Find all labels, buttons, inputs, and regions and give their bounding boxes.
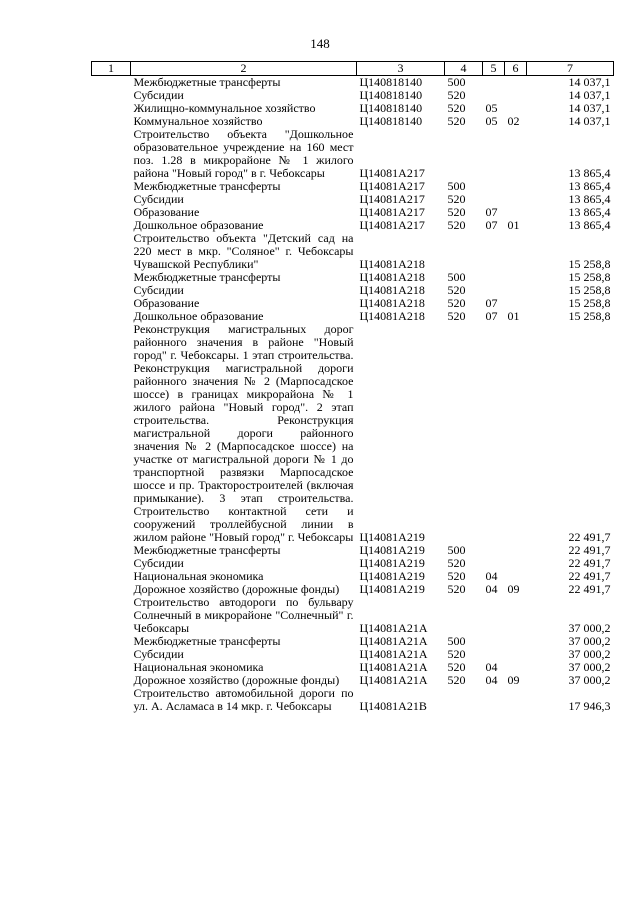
- section-cell: [483, 544, 505, 557]
- section-cell: 05: [485, 114, 498, 128]
- amount-cell: 14 037,1: [568, 75, 611, 89]
- subsection-cell: 09: [507, 582, 520, 596]
- item-name-cell: Межбюджетные трансферты: [133, 75, 281, 89]
- amount-cell: 15 258,8: [568, 283, 611, 297]
- amount-cell: 13 865,4: [568, 218, 611, 232]
- row-index-cell: [92, 661, 131, 674]
- target-code-cell: Ц14081А218: [359, 296, 425, 310]
- expense-type-cell: 520: [447, 309, 466, 323]
- item-name-cell: Коммунальное хозяйство: [133, 114, 263, 128]
- target-code-cell: Ц14081А219: [359, 569, 425, 583]
- table-row: [92, 687, 614, 713]
- expense-type-cell: 500: [447, 75, 466, 89]
- section-cell: 07: [485, 309, 498, 323]
- target-code-cell: Ц140818140: [359, 101, 423, 115]
- target-code-cell: Ц14081А21А: [359, 647, 428, 661]
- item-name-cell: Межбюджетные трансферты: [133, 543, 281, 557]
- table-row: [92, 323, 614, 544]
- amount-cell: 14 037,1: [568, 88, 611, 102]
- row-index-cell: [92, 648, 131, 661]
- table-row: [92, 232, 614, 271]
- row-index-cell: [92, 232, 131, 271]
- budget-table: [91, 61, 614, 713]
- target-code-cell: Ц14081А219: [359, 530, 425, 544]
- section-cell: 07: [485, 205, 498, 219]
- subsection-cell: [505, 323, 527, 544]
- item-name-cell: Межбюджетные трансферты: [133, 270, 281, 284]
- subsection-cell: [505, 687, 527, 713]
- amount-cell: 37 000,2: [568, 634, 611, 648]
- target-code-cell: Ц14081А21А: [359, 621, 428, 635]
- subsection-cell: [505, 89, 527, 102]
- item-name-cell: Строительство объекта "Дошкольное образовательное учреждение на 160 мест поз. 1.28 в микрорайоне № 1 жилого района "Новый город" в г. Чебоксары: [133, 127, 354, 180]
- expense-type-cell: 500: [447, 634, 466, 648]
- amount-cell: 22 491,7: [568, 543, 611, 557]
- expense-type-cell: 500: [447, 543, 466, 557]
- section-cell: 05: [485, 101, 498, 115]
- item-name-cell: Дорожное хозяйство (дорожные фонды): [133, 673, 340, 687]
- expense-type-cell: 520: [447, 556, 466, 570]
- column-header: 2: [131, 62, 357, 76]
- subsection-cell: 09: [507, 673, 520, 687]
- item-name-cell: Субсидии: [133, 647, 184, 661]
- expense-type-cell: 520: [447, 647, 466, 661]
- column-header: 1: [92, 62, 131, 76]
- row-index-cell: [92, 674, 131, 687]
- subsection-cell: [505, 544, 527, 557]
- expense-type-cell: [445, 323, 483, 544]
- target-code-cell: Ц14081А217: [359, 218, 425, 232]
- amount-cell: 37 000,2: [568, 673, 611, 687]
- target-code-cell: Ц14081А219: [359, 543, 425, 557]
- item-name-cell: Субсидии: [133, 283, 184, 297]
- section-cell: [483, 76, 505, 90]
- row-index-cell: [92, 76, 131, 90]
- amount-cell: 13 865,4: [568, 192, 611, 206]
- row-index-cell: [92, 180, 131, 193]
- row-index-cell: [92, 297, 131, 310]
- column-header: 5: [483, 62, 505, 76]
- section-cell: [483, 232, 505, 271]
- target-code-cell: Ц140818140: [359, 75, 423, 89]
- row-index-cell: [92, 323, 131, 544]
- subsection-cell: [505, 284, 527, 297]
- expense-type-cell: [445, 128, 483, 180]
- item-name-cell: Дошкольное образование: [133, 218, 264, 232]
- row-index-cell: [92, 687, 131, 713]
- expense-type-cell: [445, 687, 483, 713]
- section-cell: [483, 596, 505, 635]
- subsection-cell: [505, 557, 527, 570]
- row-index-cell: [92, 219, 131, 232]
- amount-cell: 14 037,1: [568, 114, 611, 128]
- column-header: 3: [357, 62, 445, 76]
- section-cell: 04: [485, 569, 498, 583]
- subsection-cell: [505, 635, 527, 648]
- expense-type-cell: 520: [447, 296, 466, 310]
- expense-type-cell: 520: [447, 88, 466, 102]
- column-header: 7: [527, 62, 614, 76]
- section-cell: [483, 180, 505, 193]
- expense-type-cell: 520: [447, 205, 466, 219]
- target-code-cell: Ц14081А219: [359, 582, 425, 596]
- item-name-cell: Строительство объекта "Детский сад на 220 мест в мкр. "Соляное" г. Чебоксары Чувашской Республики": [133, 231, 354, 271]
- subsection-cell: [505, 180, 527, 193]
- expense-type-cell: 520: [447, 660, 466, 674]
- expense-type-cell: 520: [447, 192, 466, 206]
- expense-type-cell: 500: [447, 179, 466, 193]
- expense-type-cell: 520: [447, 582, 466, 596]
- row-index-cell: [92, 115, 131, 128]
- target-code-cell: Ц14081А217: [359, 192, 425, 206]
- item-name-cell: Дошкольное образование: [133, 309, 264, 323]
- amount-cell: 14 037,1: [568, 101, 611, 115]
- section-cell: [483, 271, 505, 284]
- row-index-cell: [92, 583, 131, 596]
- row-index-cell: [92, 102, 131, 115]
- column-header: 4: [445, 62, 483, 76]
- target-code-cell: Ц14081А219: [359, 556, 425, 570]
- subsection-cell: [505, 232, 527, 271]
- amount-cell: 37 000,2: [568, 660, 611, 674]
- row-index-cell: [92, 284, 131, 297]
- subsection-cell: 02: [507, 114, 520, 128]
- item-name-cell: Межбюджетные трансферты: [133, 179, 281, 193]
- amount-cell: 37 000,2: [568, 621, 611, 635]
- amount-cell: 15 258,8: [568, 270, 611, 284]
- amount-cell: 22 491,7: [568, 582, 611, 596]
- item-name-cell: Национальная экономика: [133, 569, 264, 583]
- target-code-cell: Ц140818140: [359, 88, 423, 102]
- subsection-cell: 01: [507, 309, 520, 323]
- subsection-cell: [505, 596, 527, 635]
- expense-type-cell: 520: [447, 101, 466, 115]
- item-name-cell: Строительство автомобильной дороги по ул. А. Асламаса в 14 мкр. г. Чебоксары: [133, 686, 354, 713]
- item-name-cell: Субсидии: [133, 556, 184, 570]
- expense-type-cell: [445, 596, 483, 635]
- item-name-cell: Образование: [133, 205, 200, 219]
- item-name-cell: Межбюджетные трансферты: [133, 634, 281, 648]
- subsection-cell: [505, 76, 527, 90]
- target-code-cell: Ц14081А218: [359, 270, 425, 284]
- amount-cell: 13 865,4: [568, 166, 611, 180]
- item-name-cell: Реконструкция магистральных дорог районного значения в районе "Новый город" г. Чебоксары. 1 этап строительства. Реконструкция магистральной дороги районного значения № 2 (Марпосадское шоссе) в границах микрорайона № 1 жилого района "Новый город". 2 этап строительства. Реконструкция магистральной дороги районного значения № 2 (Марпосадское шоссе) на участке от магистральной дороги № 1 до транспортной развязки Марпосадское шоссе и пр. Тракторостроителей (включая примыкание). 3 этап строительства. Строительство контактной сети и сооружений троллейбусной линии в жилом районе "Новый город" г. Чебоксары: [133, 322, 354, 544]
- item-name-cell: Субсидии: [133, 192, 184, 206]
- section-cell: [483, 687, 505, 713]
- table-row: [92, 76, 614, 90]
- expense-type-cell: [445, 232, 483, 271]
- expense-type-cell: 500: [447, 270, 466, 284]
- subsection-cell: 01: [507, 218, 520, 232]
- page-number: 148: [310, 36, 330, 51]
- row-index-cell: [92, 310, 131, 323]
- target-code-cell: Ц14081А21А: [359, 660, 428, 674]
- target-code-cell: Ц140818140: [359, 114, 423, 128]
- table-header-row: [92, 62, 614, 76]
- section-cell: [483, 323, 505, 544]
- section-cell: [483, 128, 505, 180]
- row-index-cell: [92, 570, 131, 583]
- target-code-cell: Ц14081А21А: [359, 673, 428, 687]
- expense-type-cell: 520: [447, 569, 466, 583]
- subsection-cell: [505, 193, 527, 206]
- section-cell: 07: [485, 296, 498, 310]
- amount-cell: 15 258,8: [568, 296, 611, 310]
- row-index-cell: [92, 128, 131, 180]
- item-name-cell: Субсидии: [133, 88, 184, 102]
- subsection-cell: [505, 648, 527, 661]
- subsection-cell: [505, 271, 527, 284]
- item-name-cell: Национальная экономика: [133, 660, 264, 674]
- table-row: [92, 596, 614, 635]
- expense-type-cell: 520: [447, 283, 466, 297]
- amount-cell: 13 865,4: [568, 179, 611, 193]
- item-name-cell: Дорожное хозяйство (дорожные фонды): [133, 582, 340, 596]
- target-code-cell: Ц14081А21В: [359, 699, 427, 713]
- column-header: 6: [505, 62, 527, 76]
- row-index-cell: [92, 557, 131, 570]
- table-body: [92, 76, 614, 714]
- row-index-cell: [92, 89, 131, 102]
- amount-cell: 15 258,8: [568, 309, 611, 323]
- item-name-cell: Образование: [133, 296, 200, 310]
- row-index-cell: [92, 271, 131, 284]
- subsection-cell: [505, 128, 527, 180]
- row-index-cell: [92, 635, 131, 648]
- section-cell: [483, 635, 505, 648]
- amount-cell: 13 865,4: [568, 205, 611, 219]
- section-cell: 04: [485, 673, 498, 687]
- target-code-cell: Ц14081А217: [359, 205, 425, 219]
- target-code-cell: Ц14081А217: [359, 166, 425, 180]
- expense-type-cell: 520: [447, 114, 466, 128]
- amount-cell: 15 258,8: [568, 257, 611, 271]
- amount-cell: 37 000,2: [568, 647, 611, 661]
- target-code-cell: Ц14081А218: [359, 309, 425, 323]
- item-name-cell: Строительство автодороги по бульвару Солнечный в микрорайоне "Солнечный" г. Чебоксары: [133, 595, 354, 635]
- amount-cell: 22 491,7: [568, 530, 611, 544]
- expense-type-cell: 520: [447, 673, 466, 687]
- row-index-cell: [92, 544, 131, 557]
- section-cell: 04: [485, 582, 498, 596]
- row-index-cell: [92, 596, 131, 635]
- section-cell: 04: [485, 660, 498, 674]
- target-code-cell: Ц14081А218: [359, 283, 425, 297]
- target-code-cell: Ц14081А21А: [359, 634, 428, 648]
- item-name-cell: Жилищно-коммунальное хозяйство: [133, 101, 316, 115]
- table-row: [92, 128, 614, 180]
- row-index-cell: [92, 206, 131, 219]
- amount-cell: 22 491,7: [568, 556, 611, 570]
- amount-cell: 22 491,7: [568, 569, 611, 583]
- section-cell: 07: [485, 218, 498, 232]
- target-code-cell: Ц14081А218: [359, 257, 425, 271]
- target-code-cell: Ц14081А217: [359, 179, 425, 193]
- expense-type-cell: 520: [447, 218, 466, 232]
- row-index-cell: [92, 193, 131, 206]
- amount-cell: 17 946,3: [568, 699, 611, 713]
